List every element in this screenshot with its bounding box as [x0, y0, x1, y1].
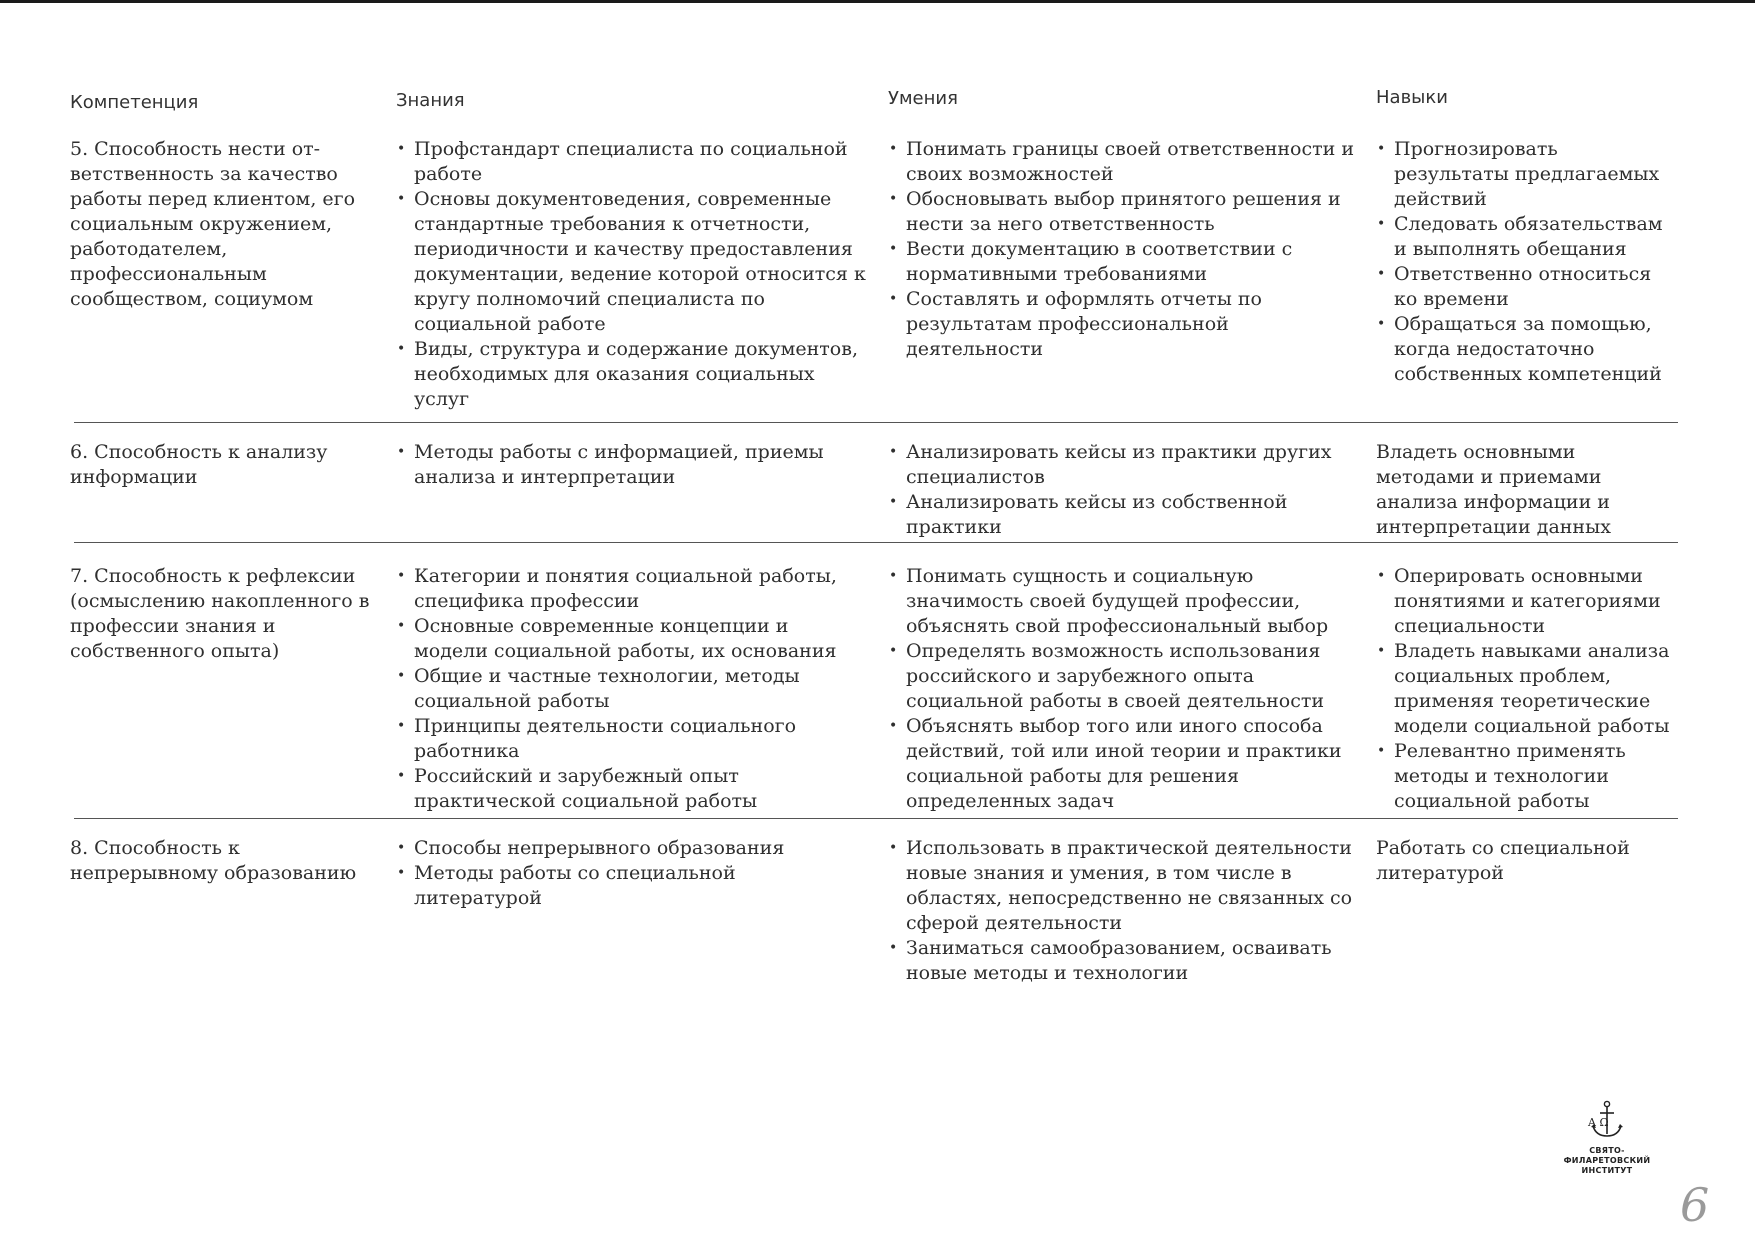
competence-cell: 7. Способность к рефлексии (осмыслению накопленного в профессии знания и собственного опыта)	[70, 565, 370, 662]
table-header	[70, 88, 1680, 118]
skills-text: Владеть основными методами и приемами анализа информации и интерпретации данных	[1376, 441, 1611, 538]
list-item: • Виды, структура и содержание документов, необходимых для оказания социальных услуг	[396, 337, 866, 412]
row-divider	[74, 818, 1678, 819]
knowledge-cell	[396, 137, 866, 412]
knowledge-cell	[396, 564, 866, 814]
list-item: • Вести документацию в соответствии с нормативными требованиями	[888, 237, 1358, 287]
header-knowledge: Знания	[396, 90, 465, 111]
list-item: • Следовать обязательствам и выполнять обещания	[1376, 212, 1676, 262]
list-item: • Категории и понятия социальной работы, специфика профессии	[396, 564, 866, 614]
abilities-cell	[888, 836, 1358, 986]
list-item: • Понимать границы своей ответственности и своих возможностей	[888, 137, 1358, 187]
list-item: • Прогнозировать результаты предлагаемых действий	[1376, 137, 1676, 212]
top-border	[0, 0, 1755, 3]
knowledge-cell	[396, 440, 866, 490]
header-skills: Навыки	[1376, 87, 1448, 108]
knowledge-cell	[396, 836, 866, 911]
list-item: • Использовать в практической деятельности новые знания и умения, в том числе в областях, непосредственно не связанных со сферой деятельности	[888, 836, 1358, 936]
list-item: • Анализировать кейсы из практики других специалистов	[888, 440, 1358, 490]
logo-line-2: ИНСТИТУТ	[1581, 1166, 1633, 1175]
list-item: • Оперировать основными понятиями и категориями специальности	[1376, 564, 1676, 639]
list-item: • Профстандарт специалиста по социальной работе	[396, 137, 866, 187]
list-item: • Ответственно относиться ко времени	[1376, 262, 1676, 312]
list-item: • Основы документоведения, современные стандартные требования к отчетности, периодичности и качеству предоставления документации, ведение которой относится к кругу полномочий специалиста по социальной работе	[396, 187, 866, 337]
list-item: • Составлять и оформлять отчеты по результатам профессиональной деятельности	[888, 287, 1358, 362]
anchor-icon	[1584, 1100, 1630, 1142]
list-item: • Заниматься самообразованием, осваивать новые методы и технологии	[888, 936, 1358, 986]
competence-cell: 6. Способность к анализу информации	[70, 441, 328, 488]
skills-text: Работать со специальной литературой	[1376, 837, 1630, 884]
list-item: • Понимать сущность и социальную значимость своей будущей профессии, объяснять свой профессиональный выбор	[888, 564, 1358, 639]
list-item: • Общие и частные технологии, методы социальной работы	[396, 664, 866, 714]
competence-cell: 5. Способность нести от-ветственность за качество работы перед клиентом, его социальным окружением, работодателем, профессиональным сообществом, социумом	[70, 138, 356, 310]
header-competence: Компетенция	[70, 92, 199, 113]
competence-cell: 8. Способность к непрерывному образованию	[70, 837, 357, 884]
list-item: • Определять возможность использования российского и зарубежного опыта социальной работы в своей деятельности	[888, 639, 1358, 714]
list-item: • Объяснять выбор того или иного способа действий, той или иной теории и практики социальной работы для решения определенных задач	[888, 714, 1358, 814]
abilities-cell	[888, 564, 1358, 814]
row-divider	[74, 542, 1678, 543]
list-item: • Владеть навыками анализа социальных проблем, применяя теоретические модели социальной работы	[1376, 639, 1676, 739]
list-item: • Релевантно применять методы и технологии социальной работы	[1376, 739, 1676, 814]
list-item: • Принципы деятельности социального работника	[396, 714, 866, 764]
list-item: • Анализировать кейсы из собственной практики	[888, 490, 1358, 540]
abilities-cell	[888, 137, 1358, 362]
list-item: • Обосновывать выбор принятого решения и нести за него ответственность	[888, 187, 1358, 237]
skills-cell	[1376, 137, 1676, 387]
skills-cell	[1376, 440, 1676, 540]
header-abilities: Умения	[888, 88, 958, 109]
list-item: • Обращаться за помощью, когда недостаточно собственных компетенций	[1376, 312, 1676, 387]
logo-glyphs: Α Ω	[1588, 1116, 1609, 1129]
abilities-cell	[888, 440, 1358, 540]
institute-logo	[1552, 1100, 1662, 1176]
row-divider	[74, 422, 1678, 423]
list-item: • Российский и зарубежный опыт практической социальной работы	[396, 764, 866, 814]
logo-line-1: СВЯТО-ФИЛАРЕТОВСКИЙ	[1563, 1146, 1651, 1165]
skills-cell	[1376, 564, 1676, 814]
page-number: 6	[1680, 1178, 1710, 1232]
list-item: • Методы работы со специальной литературой	[396, 861, 866, 911]
skills-cell	[1376, 836, 1676, 886]
list-item: • Способы непрерывного образования	[396, 836, 866, 861]
list-item: • Методы работы с информацией, приемы анализа и интерпретации	[396, 440, 866, 490]
list-item: • Основные современные концепции и модели социальной работы, их основания	[396, 614, 866, 664]
